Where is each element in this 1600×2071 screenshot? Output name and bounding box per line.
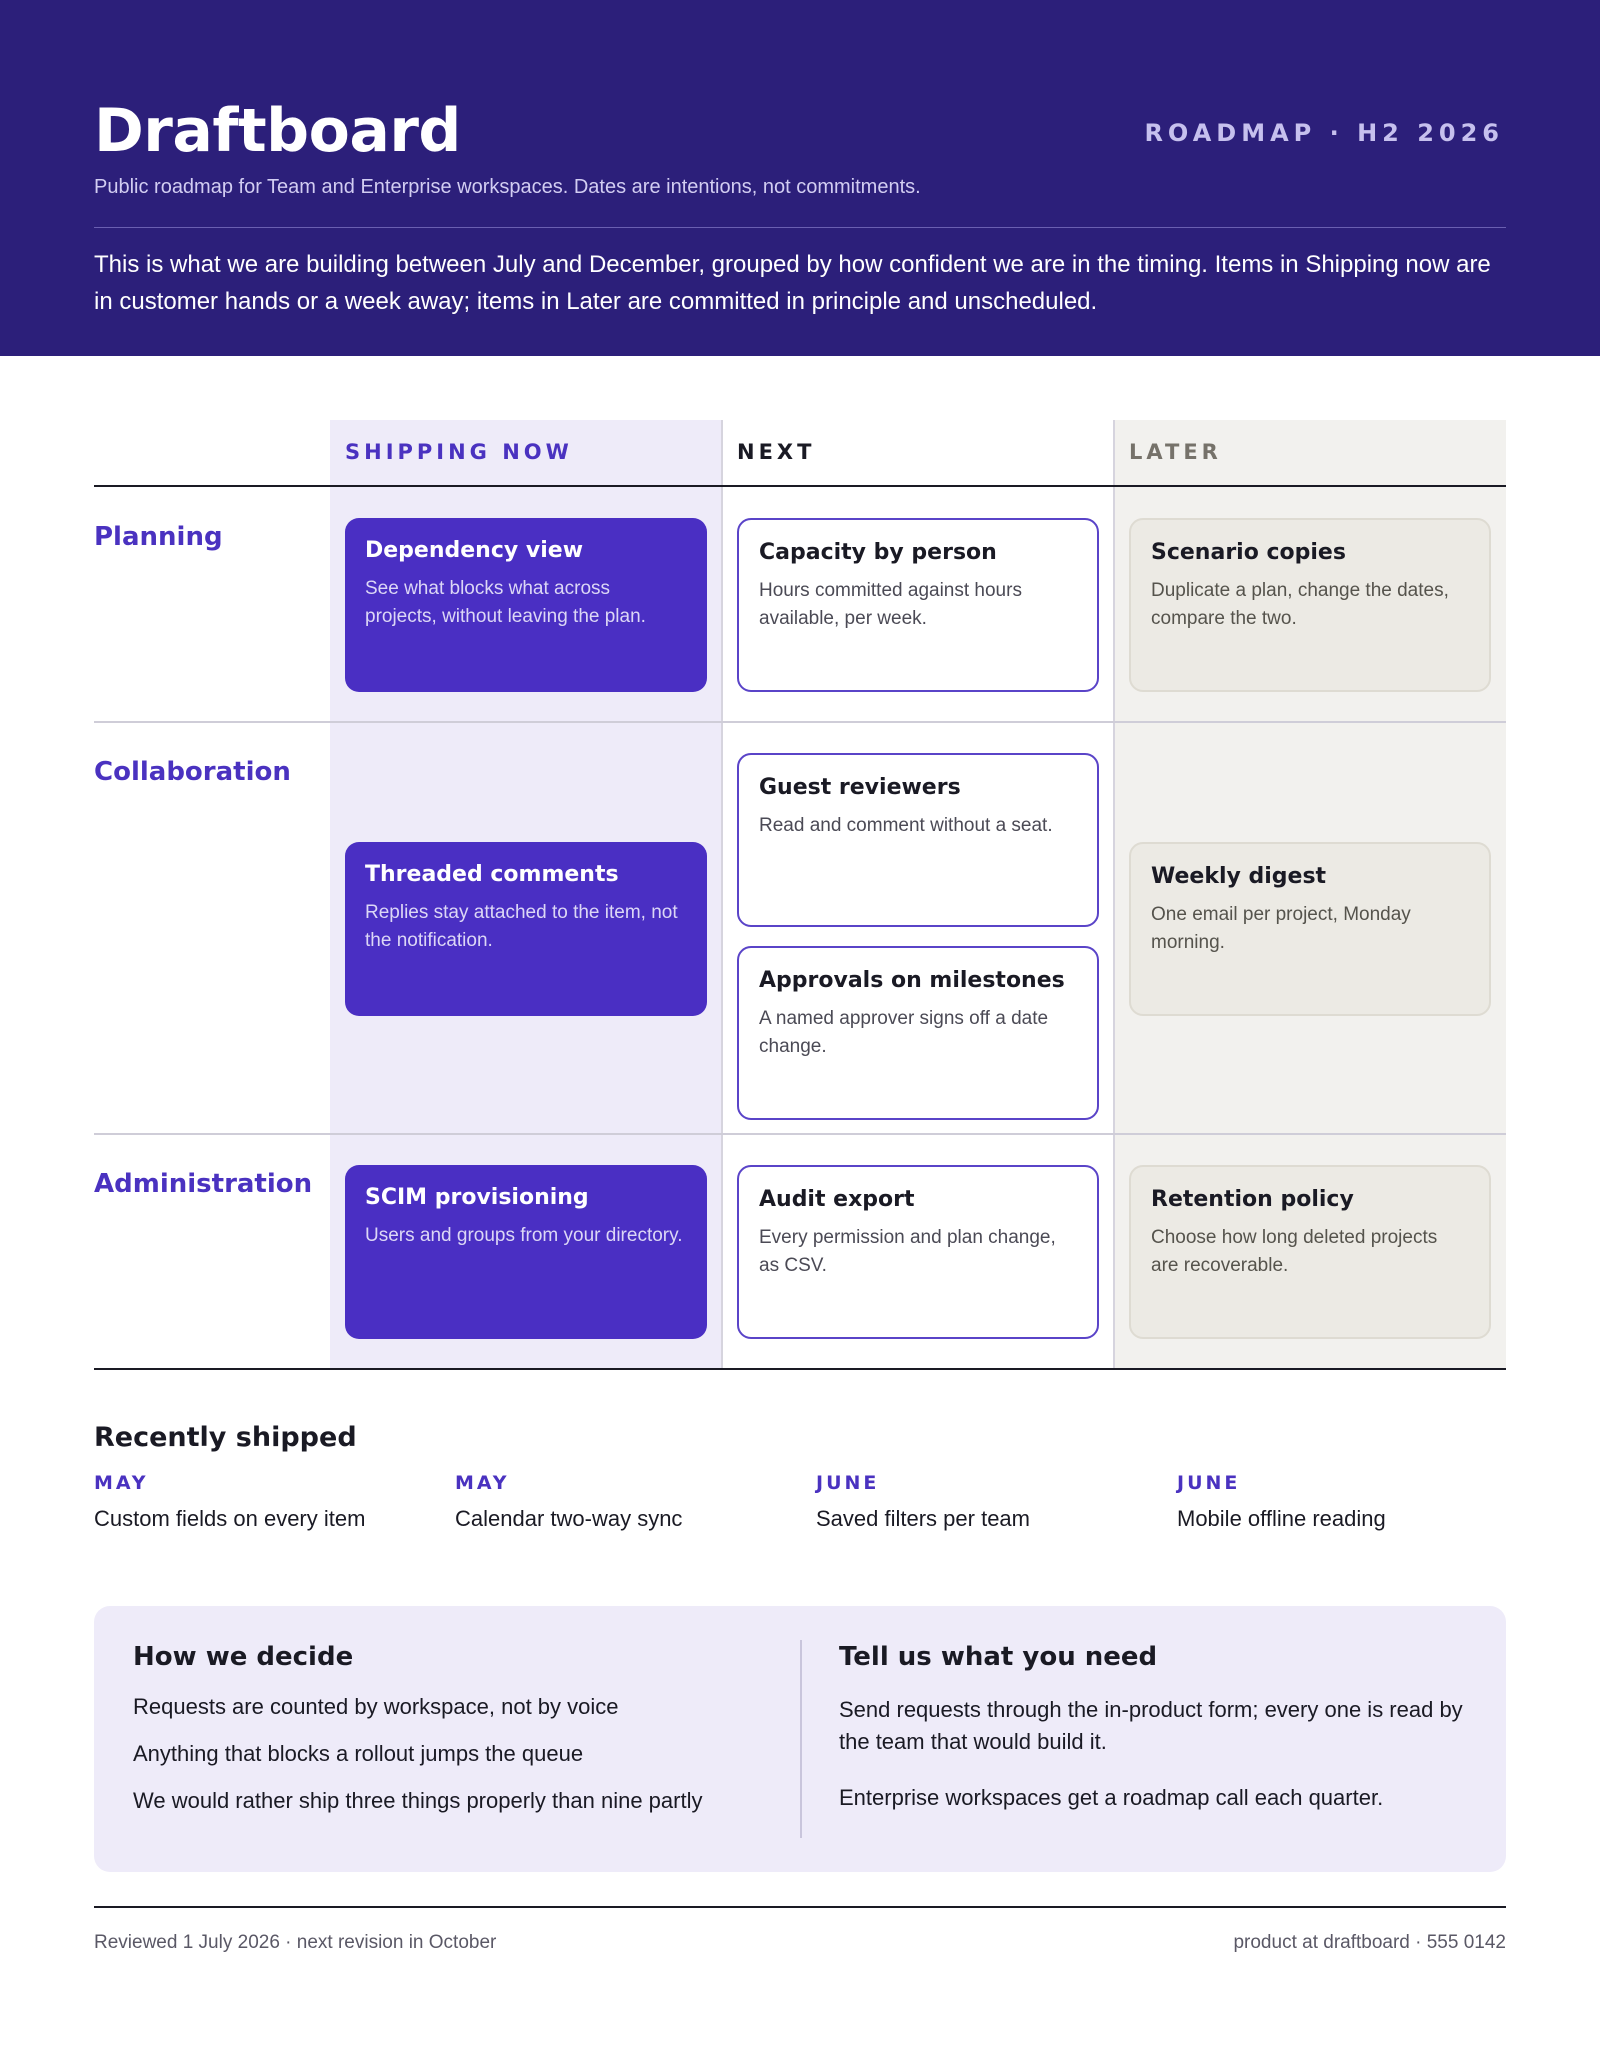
recently-shipped-heading: Recently shipped: [94, 1422, 357, 1453]
shipped-item: [816, 1472, 1156, 1532]
roadmap-card[interactable]: [737, 1165, 1099, 1339]
shipped-month: MAY: [94, 1472, 149, 1494]
card-description: Read and comment without a seat.: [759, 815, 1053, 836]
how-we-decide-list: [133, 1694, 702, 1835]
shipped-item: [94, 1472, 434, 1532]
principle-item: Anything that blocks a rollout jumps the queue: [133, 1741, 584, 1766]
roadmap-card[interactable]: [737, 518, 1099, 692]
card-title: SCIM provisioning: [365, 1185, 589, 1210]
roadmap-card[interactable]: [737, 753, 1099, 927]
column-divider: [721, 420, 723, 1368]
roadmap-card[interactable]: [345, 1165, 707, 1339]
shipped-item: [455, 1472, 795, 1532]
card-title: Weekly digest: [1151, 864, 1327, 889]
roadmap-card[interactable]: [1129, 1165, 1491, 1339]
card-title: Retention policy: [1151, 1187, 1354, 1212]
card-title: Guest reviewers: [759, 775, 961, 800]
page-title: Draftboard: [94, 96, 461, 166]
intro-paragraph: This is what we are building between July and December, grouped by how confident we are in the timing. Items in Shipping now are in customer hands or a week away; items in Later are committed in principle and unscheduled.: [94, 251, 1491, 315]
shipped-name: Custom fields on every item: [94, 1506, 366, 1531]
how-we-decide-heading: How we decide: [133, 1642, 354, 1672]
header-banner: [0, 0, 1600, 356]
grid-header-rule: [94, 485, 1506, 487]
roadmap-card[interactable]: [345, 842, 707, 1016]
card-title: Audit export: [759, 1187, 915, 1212]
card-description: See what blocks what across projects, without leaving the plan.: [365, 578, 646, 627]
grid-bottom-rule: [94, 1368, 1506, 1370]
roadmap-card[interactable]: [1129, 518, 1491, 692]
card-title: Threaded comments: [365, 862, 619, 887]
panel-divider: [800, 1640, 802, 1838]
shipped-month: JUNE: [816, 1472, 880, 1494]
card-title: Scenario copies: [1151, 540, 1346, 565]
card-description: Duplicate a plan, change the dates, compare the two.: [1151, 580, 1449, 629]
card-description: Every permission and plan change, as CSV.: [759, 1227, 1056, 1276]
shipped-month: JUNE: [1177, 1472, 1241, 1494]
column-header-next: NEXT: [737, 440, 816, 464]
roadmap-card[interactable]: [1129, 842, 1491, 1016]
card-description: A named approver signs off a date change.: [759, 1008, 1049, 1057]
tell-us-paragraph: Enterprise workspaces get a roadmap call each quarter.: [839, 1785, 1384, 1810]
card-title: Dependency view: [365, 538, 584, 563]
card-description: One email per project, Monday morning.: [1151, 904, 1411, 953]
roadmap-period-label: ROADMAP · H2 2026: [1144, 119, 1504, 147]
contact-info: product at draftboard · 555 0142: [1233, 1932, 1506, 1953]
column-header-later: LATER: [1129, 440, 1222, 464]
shipped-name: Saved filters per team: [816, 1506, 1030, 1531]
roadmap-card[interactable]: [345, 518, 707, 692]
principle-item: We would rather ship three things properly than nine partly: [133, 1788, 703, 1813]
page-subtitle: Public roadmap for Team and Enterprise workspaces. Dates are intentions, not commitments.: [94, 176, 921, 198]
tell-us-paragraph: Send requests through the in-product form; every one is read by the team that would build it.: [839, 1697, 1463, 1754]
row-label-planning: Planning: [94, 522, 223, 552]
column-divider: [1113, 420, 1115, 1368]
shipped-name: Calendar two-way sync: [455, 1506, 683, 1531]
tell-us-heading: Tell us what you need: [839, 1642, 1158, 1672]
header-divider: [94, 227, 1506, 228]
column-header-shipping-now: SHIPPING NOW: [345, 440, 573, 464]
row-label-collaboration: Collaboration: [94, 757, 291, 787]
card-title: Approvals on milestones: [759, 968, 1065, 993]
roadmap-card[interactable]: [737, 946, 1099, 1120]
card-description: Users and groups from your directory.: [365, 1225, 683, 1246]
card-description: Hours committed against hours available, per week.: [759, 580, 1022, 629]
row-label-administration: Administration: [94, 1169, 313, 1199]
card-description: Choose how long deleted projects are recoverable.: [1151, 1227, 1438, 1276]
review-note: Reviewed 1 July 2026 · next revision in October: [94, 1932, 497, 1953]
row-divider: [94, 721, 1506, 723]
card-description: Replies stay attached to the item, not the notification.: [365, 902, 678, 951]
footer-divider: [94, 1906, 1506, 1908]
shipped-name: Mobile offline reading: [1177, 1506, 1386, 1531]
card-title: Capacity by person: [759, 540, 997, 565]
shipped-item: [1177, 1472, 1517, 1532]
row-divider: [94, 1133, 1506, 1135]
principle-item: Requests are counted by workspace, not by voice: [133, 1694, 619, 1719]
shipped-month: MAY: [455, 1472, 510, 1494]
